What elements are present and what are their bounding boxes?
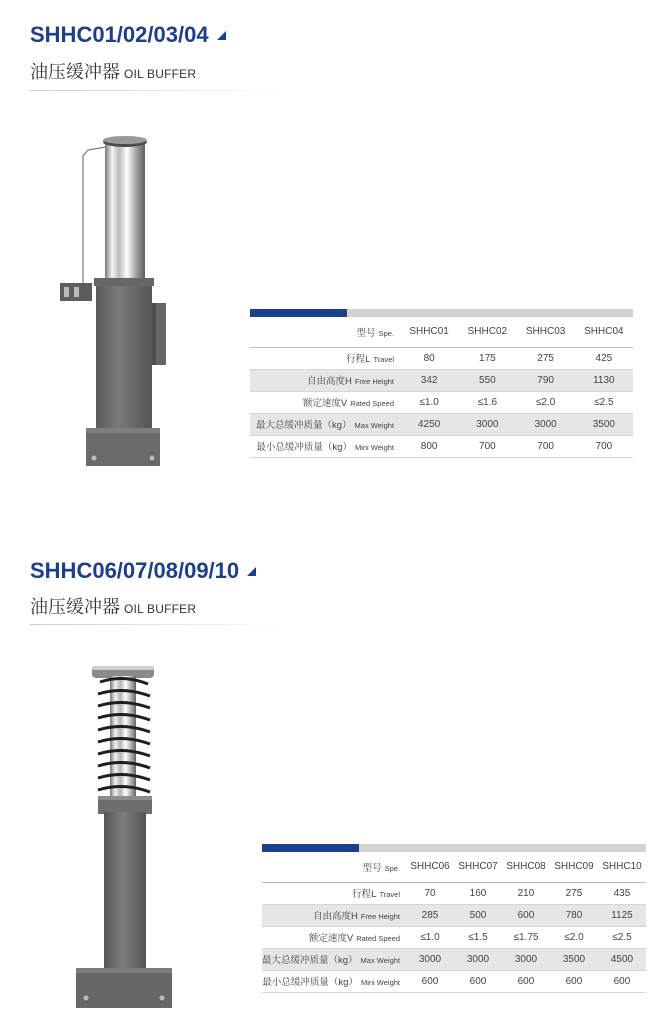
triangle-marker-icon [247,567,256,576]
cell: 600 [502,904,550,926]
cell: 275 [550,882,598,904]
cell: ≤1.5 [454,926,502,948]
cell: ≤2.0 [517,391,575,413]
section-1-title [30,22,226,48]
table-row [262,926,646,948]
cell: 342 [400,369,458,391]
cell: 500 [454,904,502,926]
model-header: SHHC02 [458,317,516,347]
row-label: 行程L Travel [250,347,400,369]
section-2-divider [30,624,295,625]
table-row [262,970,646,992]
row-label: 最大总缓冲质量（kg） Max Weight [262,948,406,970]
cell: 800 [400,435,458,457]
cell: 600 [406,970,454,992]
section-1-subtitle [30,58,196,84]
section-1-divider [30,90,295,91]
model-header: SHHC06 [406,852,454,882]
spec-table-1-header-row [250,317,633,347]
model-header: SHHC08 [502,852,550,882]
table-row [250,347,633,369]
subtitle-en: OIL BUFFER [124,602,197,616]
cell: 80 [400,347,458,369]
cell: ≤1.6 [458,391,516,413]
model-header: SHHC04 [575,317,633,347]
cell: 425 [575,347,633,369]
cell: 3000 [454,948,502,970]
cell: 3500 [575,413,633,435]
row-label: 额定速度V Rated Speed [250,391,400,413]
row-label: 行程L Travel [262,882,406,904]
cell: 700 [575,435,633,457]
section-2-title [30,558,256,584]
row-label: 最大总缓冲质量（kg） Max Weight [250,413,400,435]
spec-table-2 [262,844,646,993]
cell: ≤1.0 [406,926,454,948]
cell: ≤2.5 [598,926,646,948]
cell: 4250 [400,413,458,435]
row-label: 额定速度V Rated Speed [262,926,406,948]
cell: 790 [517,369,575,391]
table-row [262,904,646,926]
spec-table-1-header-bar [250,309,633,317]
cell: 780 [550,904,598,926]
row-label: 最小总缓冲质量（kg） Mini Weight [250,435,400,457]
section-2-subtitle [30,593,196,619]
cell: 275 [517,347,575,369]
table-row [250,391,633,413]
table-row [250,413,633,435]
spec-table-2-header-row [262,852,646,882]
cell: 600 [598,970,646,992]
spec-table-2-header-bar [262,844,646,852]
cell: 3000 [406,948,454,970]
cell: 700 [458,435,516,457]
model-header: SHHC07 [454,852,502,882]
model-header: SHHC10 [598,852,646,882]
header-label: 型号 Spe. [250,317,400,347]
cell: ≤1.0 [400,391,458,413]
table-row [250,369,633,391]
cell: 550 [458,369,516,391]
table-row [262,948,646,970]
model-header: SHHC03 [517,317,575,347]
cell: 700 [517,435,575,457]
cell: 435 [598,882,646,904]
row-label: 最小总缓冲质量（kg） Mini Weight [262,970,406,992]
cell: ≤2.5 [575,391,633,413]
table-row [262,882,646,904]
cell: 3000 [502,948,550,970]
subtitle-cn: 油压缓冲器 [30,62,120,83]
row-label: 自由高度H Free Height [262,904,406,926]
cell: 600 [454,970,502,992]
model-header: SHHC01 [400,317,458,347]
spec-table-1 [250,309,633,458]
section-2-title-text: SHHC06/07/08/09/10 [30,558,240,583]
cell: ≤2.0 [550,926,598,948]
cell: 70 [406,882,454,904]
cell: 210 [502,882,550,904]
cell: 600 [502,970,550,992]
cell: 1130 [575,369,633,391]
cell: 285 [406,904,454,926]
subtitle-cn: 油压缓冲器 [30,597,120,618]
cell: 3500 [550,948,598,970]
cell: 175 [458,347,516,369]
cell: 600 [550,970,598,992]
header-label: 型号 Spe. [262,852,406,882]
subtitle-en: OIL BUFFER [124,67,197,81]
section-1-title-text: SHHC01/02/03/04 [30,22,209,47]
row-label: 自由高度H Free Height [250,369,400,391]
cell: 1125 [598,904,646,926]
cell: 160 [454,882,502,904]
oil-buffer-image-2 [70,660,190,1020]
oil-buffer-image-1 [50,128,185,473]
cell: 3000 [458,413,516,435]
table-row [250,435,633,457]
cell: 4500 [598,948,646,970]
cell: ≤1.75 [502,926,550,948]
triangle-marker-icon [217,31,226,40]
model-header: SHHC09 [550,852,598,882]
cell: 3000 [517,413,575,435]
